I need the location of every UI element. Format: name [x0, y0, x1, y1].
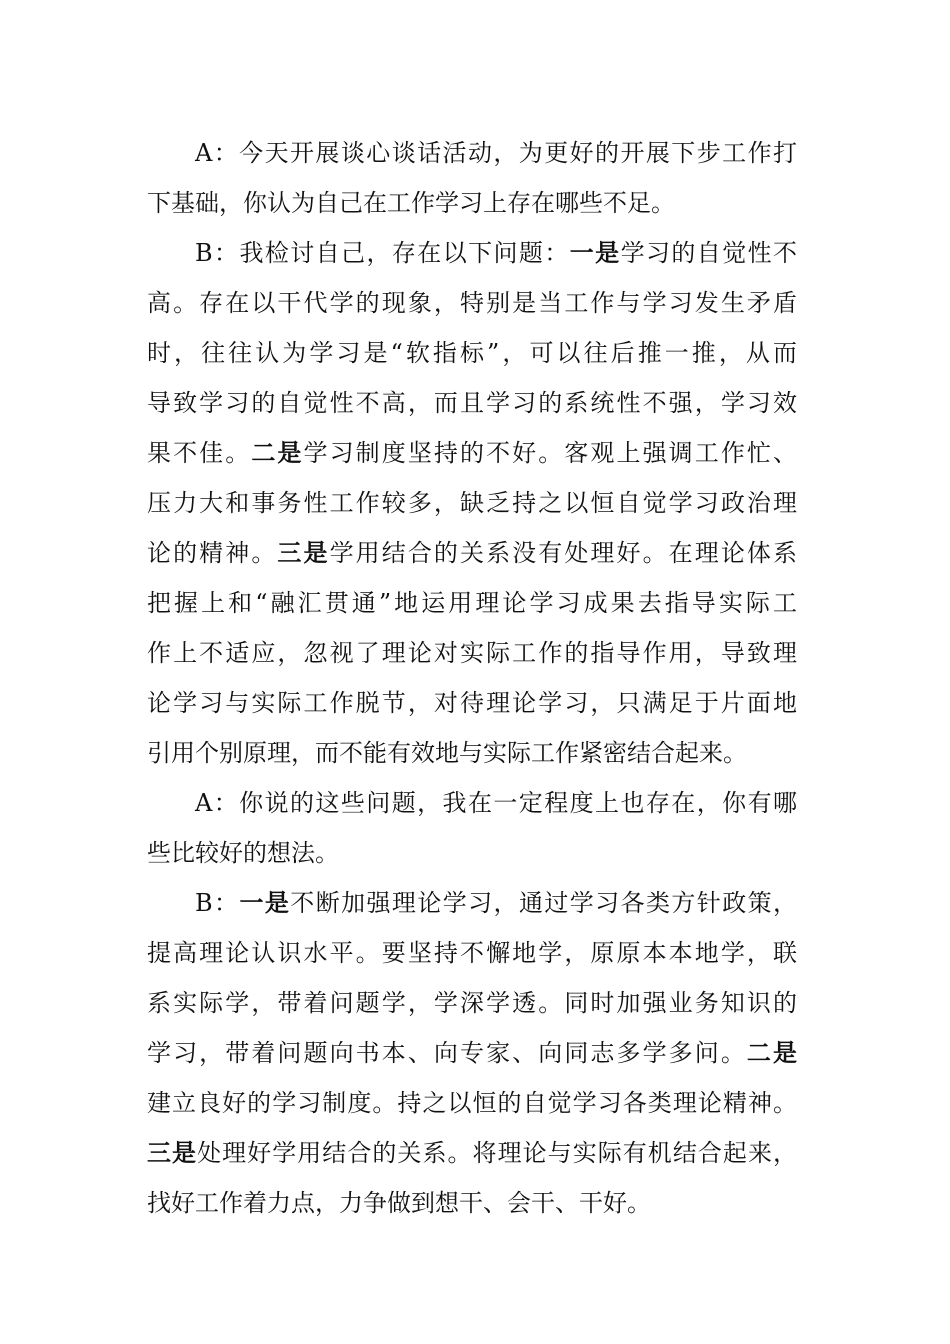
- text-line: [147, 1028, 797, 1078]
- bold-marker: 三是: [147, 1138, 198, 1167]
- text-segment: 学习，带着问题向书本、向专家、向同志多学多问。: [147, 1039, 747, 1067]
- text-segment: 找好工作着力点，力争做到想干、会干、干好。: [147, 1189, 651, 1217]
- text-segment: A：今天开展谈心谈话活动，为更好的开展下步工作打: [195, 139, 797, 167]
- text-segment: 建立良好的学习制度。持之以恒的自觉学习各类理论精神。: [147, 1089, 797, 1117]
- text-segment: 导致学习的自觉性不高，而且学习的系统性不强，学习效: [147, 389, 797, 417]
- text-line: [147, 328, 797, 378]
- text-line: [147, 1078, 797, 1128]
- text-segment: 不断加强理论学习，通过学习各类方针政策，: [290, 889, 798, 917]
- text-segment: 高。存在以干代学的现象，特别是当工作与学习发生矛盾: [147, 289, 797, 317]
- text-line: [195, 128, 797, 178]
- text-segment: 把握上和“融汇贯通”地运用理论学习成果去指导实际工: [147, 589, 797, 617]
- text-line: [147, 178, 797, 228]
- text-line: [147, 1178, 797, 1228]
- text-segment: 下基础，你认为自己在工作学习上存在哪些不足。: [147, 189, 675, 217]
- text-segment: 些比较好的想法。: [147, 839, 339, 867]
- bold-marker: 二是: [251, 438, 304, 467]
- text-line: [147, 828, 797, 878]
- text-line: [147, 678, 797, 728]
- bold-marker: 一是: [569, 238, 621, 267]
- text-line: [147, 1128, 797, 1178]
- text-segment: 果不佳。: [147, 439, 252, 467]
- text-line: [195, 228, 797, 278]
- text-segment: 作上不适应，忽视了理论对实际工作的指导作用，导致理: [147, 639, 797, 667]
- text-line: [147, 978, 797, 1028]
- text-segment: A：你说的这些问题，我在一定程度上也存在，你有哪: [195, 789, 797, 817]
- bold-marker: 三是: [277, 538, 330, 567]
- text-segment: 提高理论认识水平。要坚持不懈地学，原原本本地学，联: [147, 939, 797, 967]
- text-line: [147, 578, 797, 628]
- text-segment: 引用个别原理，而不能有效地与实际工作紧密结合起来。: [147, 739, 747, 767]
- text-segment: 压力大和事务性工作较多，缺乏持之以恒自觉学习政治理: [147, 489, 797, 517]
- text-line: [147, 278, 797, 328]
- text-segment: B：: [195, 889, 240, 917]
- text-line: [195, 878, 797, 928]
- text-segment: 学用结合的关系没有处理好。在理论体系: [329, 539, 798, 567]
- text-segment: 论学习与实际工作脱节，对待理论学习，只满足于片面地: [147, 689, 797, 717]
- text-segment: B：我检讨自己，存在以下问题：: [195, 239, 570, 267]
- text-segment: 论的精神。: [147, 539, 278, 567]
- text-line: [195, 778, 797, 828]
- text-segment: 学习的自觉性不: [620, 239, 798, 267]
- text-segment: 时，往往认为学习是“软指标”，可以往后推一推，从而: [147, 339, 797, 367]
- text-line: [147, 478, 797, 528]
- text-line: [147, 628, 797, 678]
- text-segment: 系实际学，带着问题学，学深学透。同时加强业务知识的: [147, 989, 797, 1017]
- bold-marker: 一是: [239, 888, 291, 917]
- text-line: [147, 528, 797, 578]
- text-segment: 学习制度坚持的不好。客观上强调工作忙、: [303, 439, 798, 467]
- text-line: [147, 728, 797, 778]
- text-line: [147, 428, 797, 478]
- text-segment: 处理好学用结合的关系。将理论与实际有机结合起来，: [197, 1139, 798, 1167]
- bold-marker: 二是: [746, 1038, 798, 1067]
- text-line: [147, 928, 797, 978]
- text-line: [147, 378, 797, 428]
